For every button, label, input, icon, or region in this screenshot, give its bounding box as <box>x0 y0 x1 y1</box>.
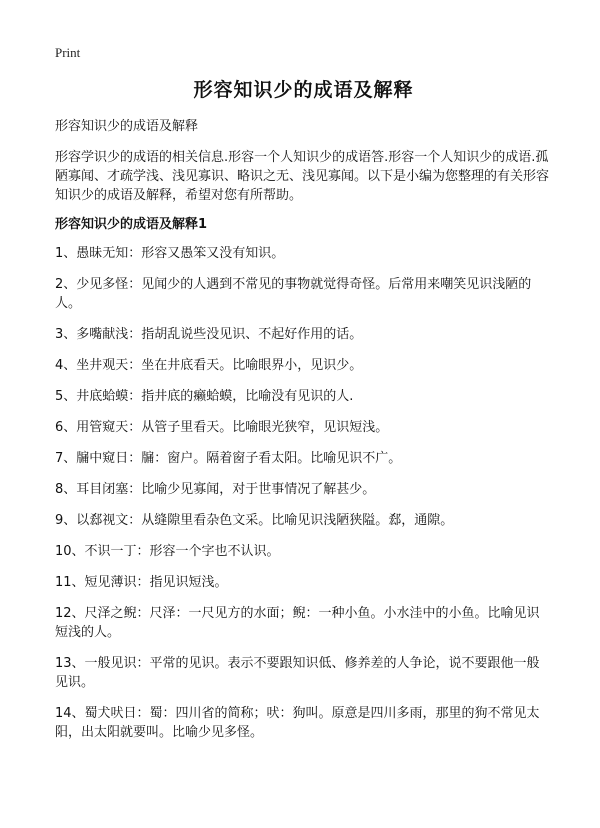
intro-paragraph: 形容学识少的成语的相关信息.形容一个人知识少的成语答.形容一个人知识少的成语.孤陋寡闻、才疏学浅、浅见寡识、略识之无、浅见寡闻。以下是小编为您整理的有关形容知识少的成语及解释，希望对您有所帮助。 <box>55 150 550 203</box>
list-item: 2、少见多怪：见闻少的人遇到不常见的事物就觉得奇怪。后常用来嘲笑见识浅陋的人。 <box>55 277 532 311</box>
list-item: 10、不识一丁：形容一个字也不认识。 <box>55 544 280 559</box>
list-item: 12、尺泽之鲵：尺泽：一尺见方的水面；鲵：一种小鱼。小水洼中的小鱼。比喻见识短浅的人。 <box>55 606 540 640</box>
list-item: 7、牖中窥日：牖：窗户。隔着窗子看太阳。比喻见识不广。 <box>55 451 402 466</box>
document-subtitle: 形容知识少的成语及解释 <box>55 119 199 134</box>
list-item: 13、一般见识：平常的见识。表示不要跟知识低、修养差的人争论，说不要跟他一般见识。 <box>55 656 540 690</box>
list-item: 6、用管窥天：从管子里看天。比喻眼光狭窄，见识短浅。 <box>55 420 389 435</box>
list-item: 14、蜀犬吠日：蜀：四川省的简称；吠：狗叫。原意是四川多雨，那里的狗不常见太阳，出太阳就要叫。比喻少见多怪。 <box>55 706 540 740</box>
section-heading: 形容知识少的成语及解释1 <box>55 217 208 232</box>
list-item: 4、坐井观天：坐在井底看天。比喻眼界小，见识少。 <box>55 358 363 373</box>
idiom-list <box>55 244 552 742</box>
list-item: 9、以郄视文：从缝隙里看杂色文采。比喻见识浅陋狭隘。郄，通隙。 <box>55 513 454 528</box>
list-item: 5、井底蛤蟆：指井底的癞蛤蟆，比喻没有见识的人. <box>55 389 354 404</box>
list-item: 11、短见薄识：指见识短浅。 <box>55 575 228 590</box>
list-item: 3、多嘴献浅：指胡乱说些没见识、不起好作用的话。 <box>55 327 363 342</box>
document-title: 形容知识少的成语及解释 <box>193 79 414 101</box>
print-label: Print <box>55 45 81 60</box>
list-item: 8、耳目闭塞：比喻少见寡闻，对于世事情况了解甚少。 <box>55 482 376 497</box>
list-item: 1、愚昧无知：形容又愚笨又没有知识。 <box>55 246 285 261</box>
